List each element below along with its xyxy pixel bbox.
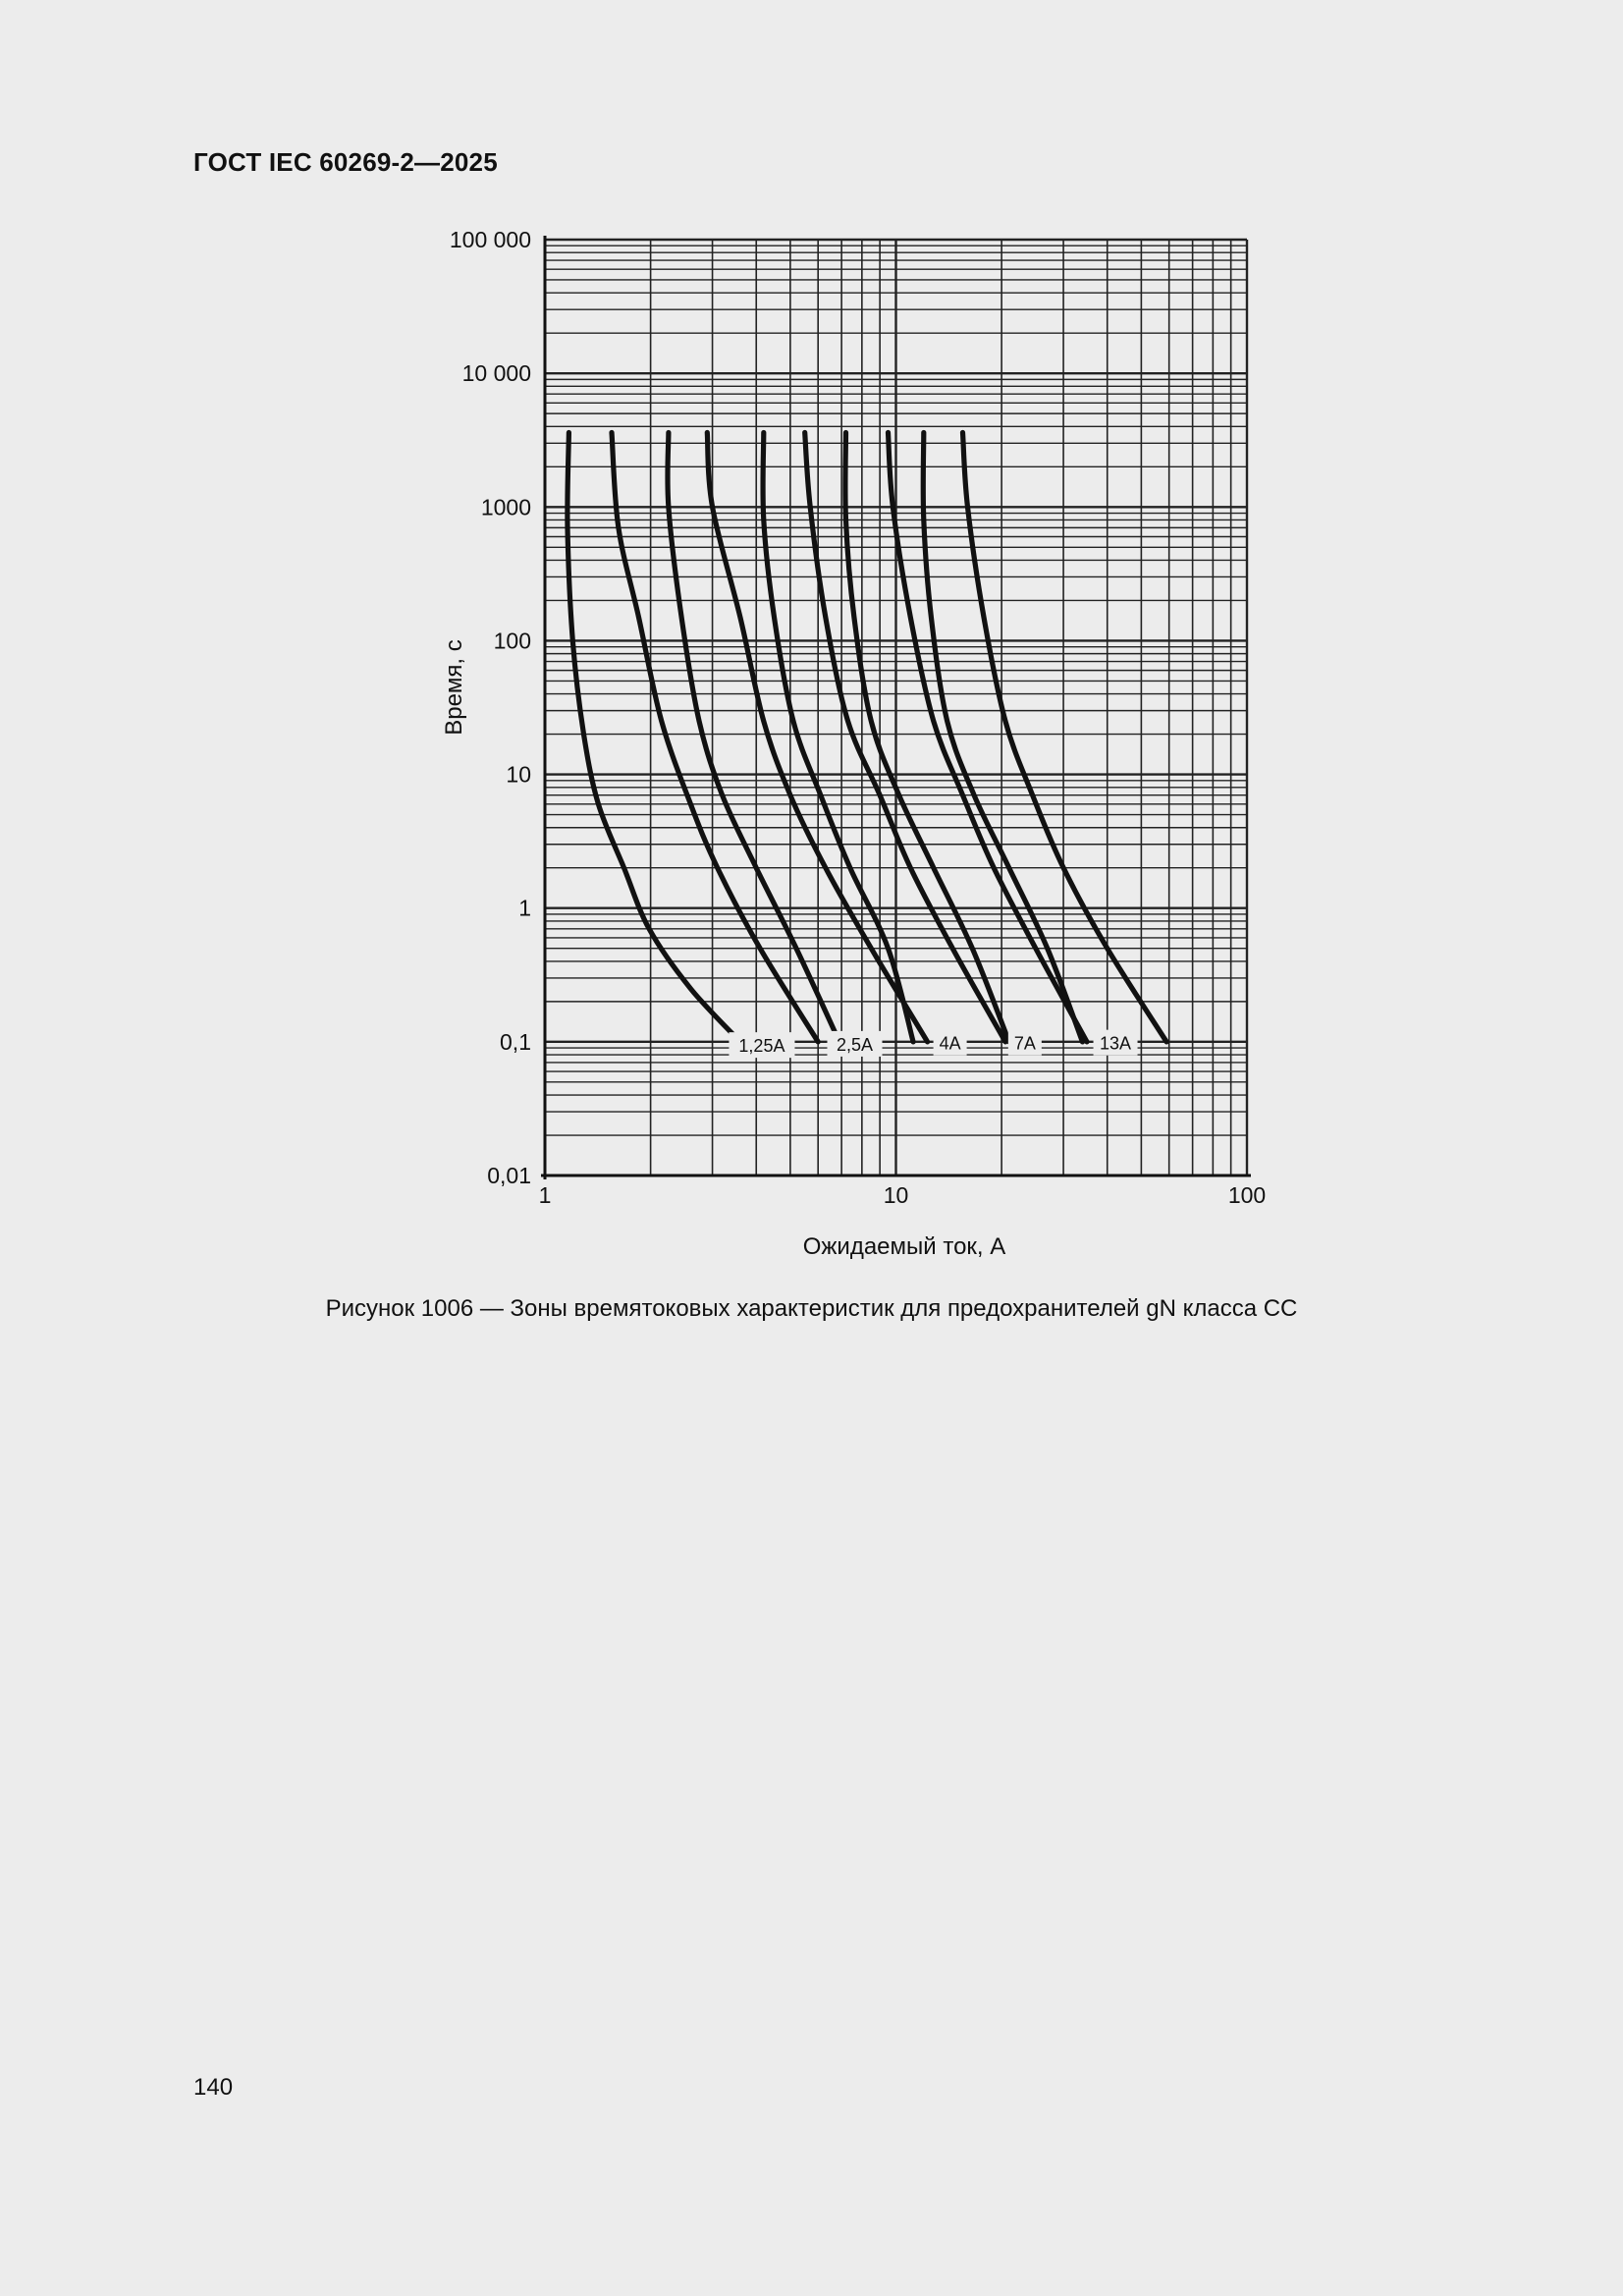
- figure-caption: Рисунок 1006 — Зоны времятоковых характеристик для предохранителей gN класса CC: [325, 1295, 1298, 1322]
- x-tick-labels: [539, 1182, 1267, 1208]
- x-tick-label: 1: [538, 1182, 552, 1208]
- page-number: 140: [193, 2074, 234, 2101]
- y-tick-label: 10: [506, 761, 531, 788]
- y-tick-label: 100 000: [449, 227, 531, 252]
- document-header: ГОСТ IEC 60269-2—2025: [193, 147, 498, 177]
- y-tick-label: 0,01: [487, 1163, 531, 1188]
- zone-label: 1,25А: [738, 1036, 785, 1057]
- zone-label: 4А: [939, 1033, 961, 1054]
- x-tick-label: 100: [1227, 1182, 1267, 1208]
- zone-label: 2,5А: [836, 1034, 874, 1055]
- zone-label: 7А: [1013, 1033, 1036, 1054]
- y-tick-label: 1: [518, 895, 531, 921]
- y-tick-label: 1000: [480, 494, 531, 520]
- y-axis-title: Время, с: [441, 639, 467, 736]
- y-tick-label: 100: [493, 628, 531, 654]
- x-tick-label: 10: [883, 1182, 909, 1208]
- zone-label: 13А: [1100, 1033, 1132, 1054]
- x-axis-title: Ожидаемый ток, А: [802, 1233, 1006, 1260]
- y-tick-label: 10 000: [461, 360, 531, 387]
- y-tick-label: 0,1: [500, 1028, 531, 1055]
